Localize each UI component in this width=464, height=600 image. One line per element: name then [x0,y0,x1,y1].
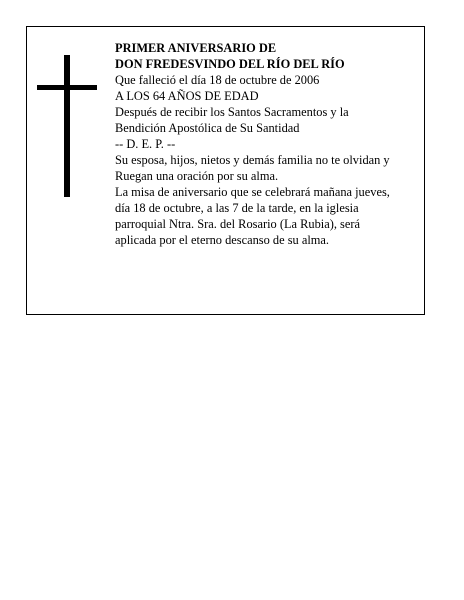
notice-text [115,40,415,248]
family-line-1: Su esposa, hijos, nietos y demás familia no te olvidan y [115,153,390,167]
mass-line-4: aplicada por el eterno descanso de su alma. [115,233,329,247]
mass-line-1: La misa de aniversario que se celebrará mañana jueves, [115,185,390,199]
cross-horizontal-bar [37,85,97,90]
rip-line: -- D. E. P. -- [115,137,176,151]
sacraments-line-2: Bendición Apostólica de Su Santidad [115,121,300,135]
sacraments-line-1: Después de recibir los Santos Sacramentos y la [115,105,349,119]
mass-line-2: día 18 de octubre, a las 7 de la tarde, en la iglesia [115,201,359,215]
deceased-name: DON FREDESVINDO DEL RÍO DEL RÍO [115,57,345,71]
family-line-2: Ruegan una oración por su alma. [115,169,279,183]
death-date: Que falleció el día 18 de octubre de 2006 [115,73,320,87]
age-at-death: A LOS 64 AÑOS DE EDAD [115,89,259,103]
mass-line-3: parroquial Ntra. Sra. del Rosario (La Rubia), será [115,217,360,231]
notice-heading: PRIMER ANIVERSARIO DE [115,41,277,55]
obituary-notice [26,26,425,315]
cross-vertical-bar [64,55,70,197]
cross-icon [37,55,97,197]
